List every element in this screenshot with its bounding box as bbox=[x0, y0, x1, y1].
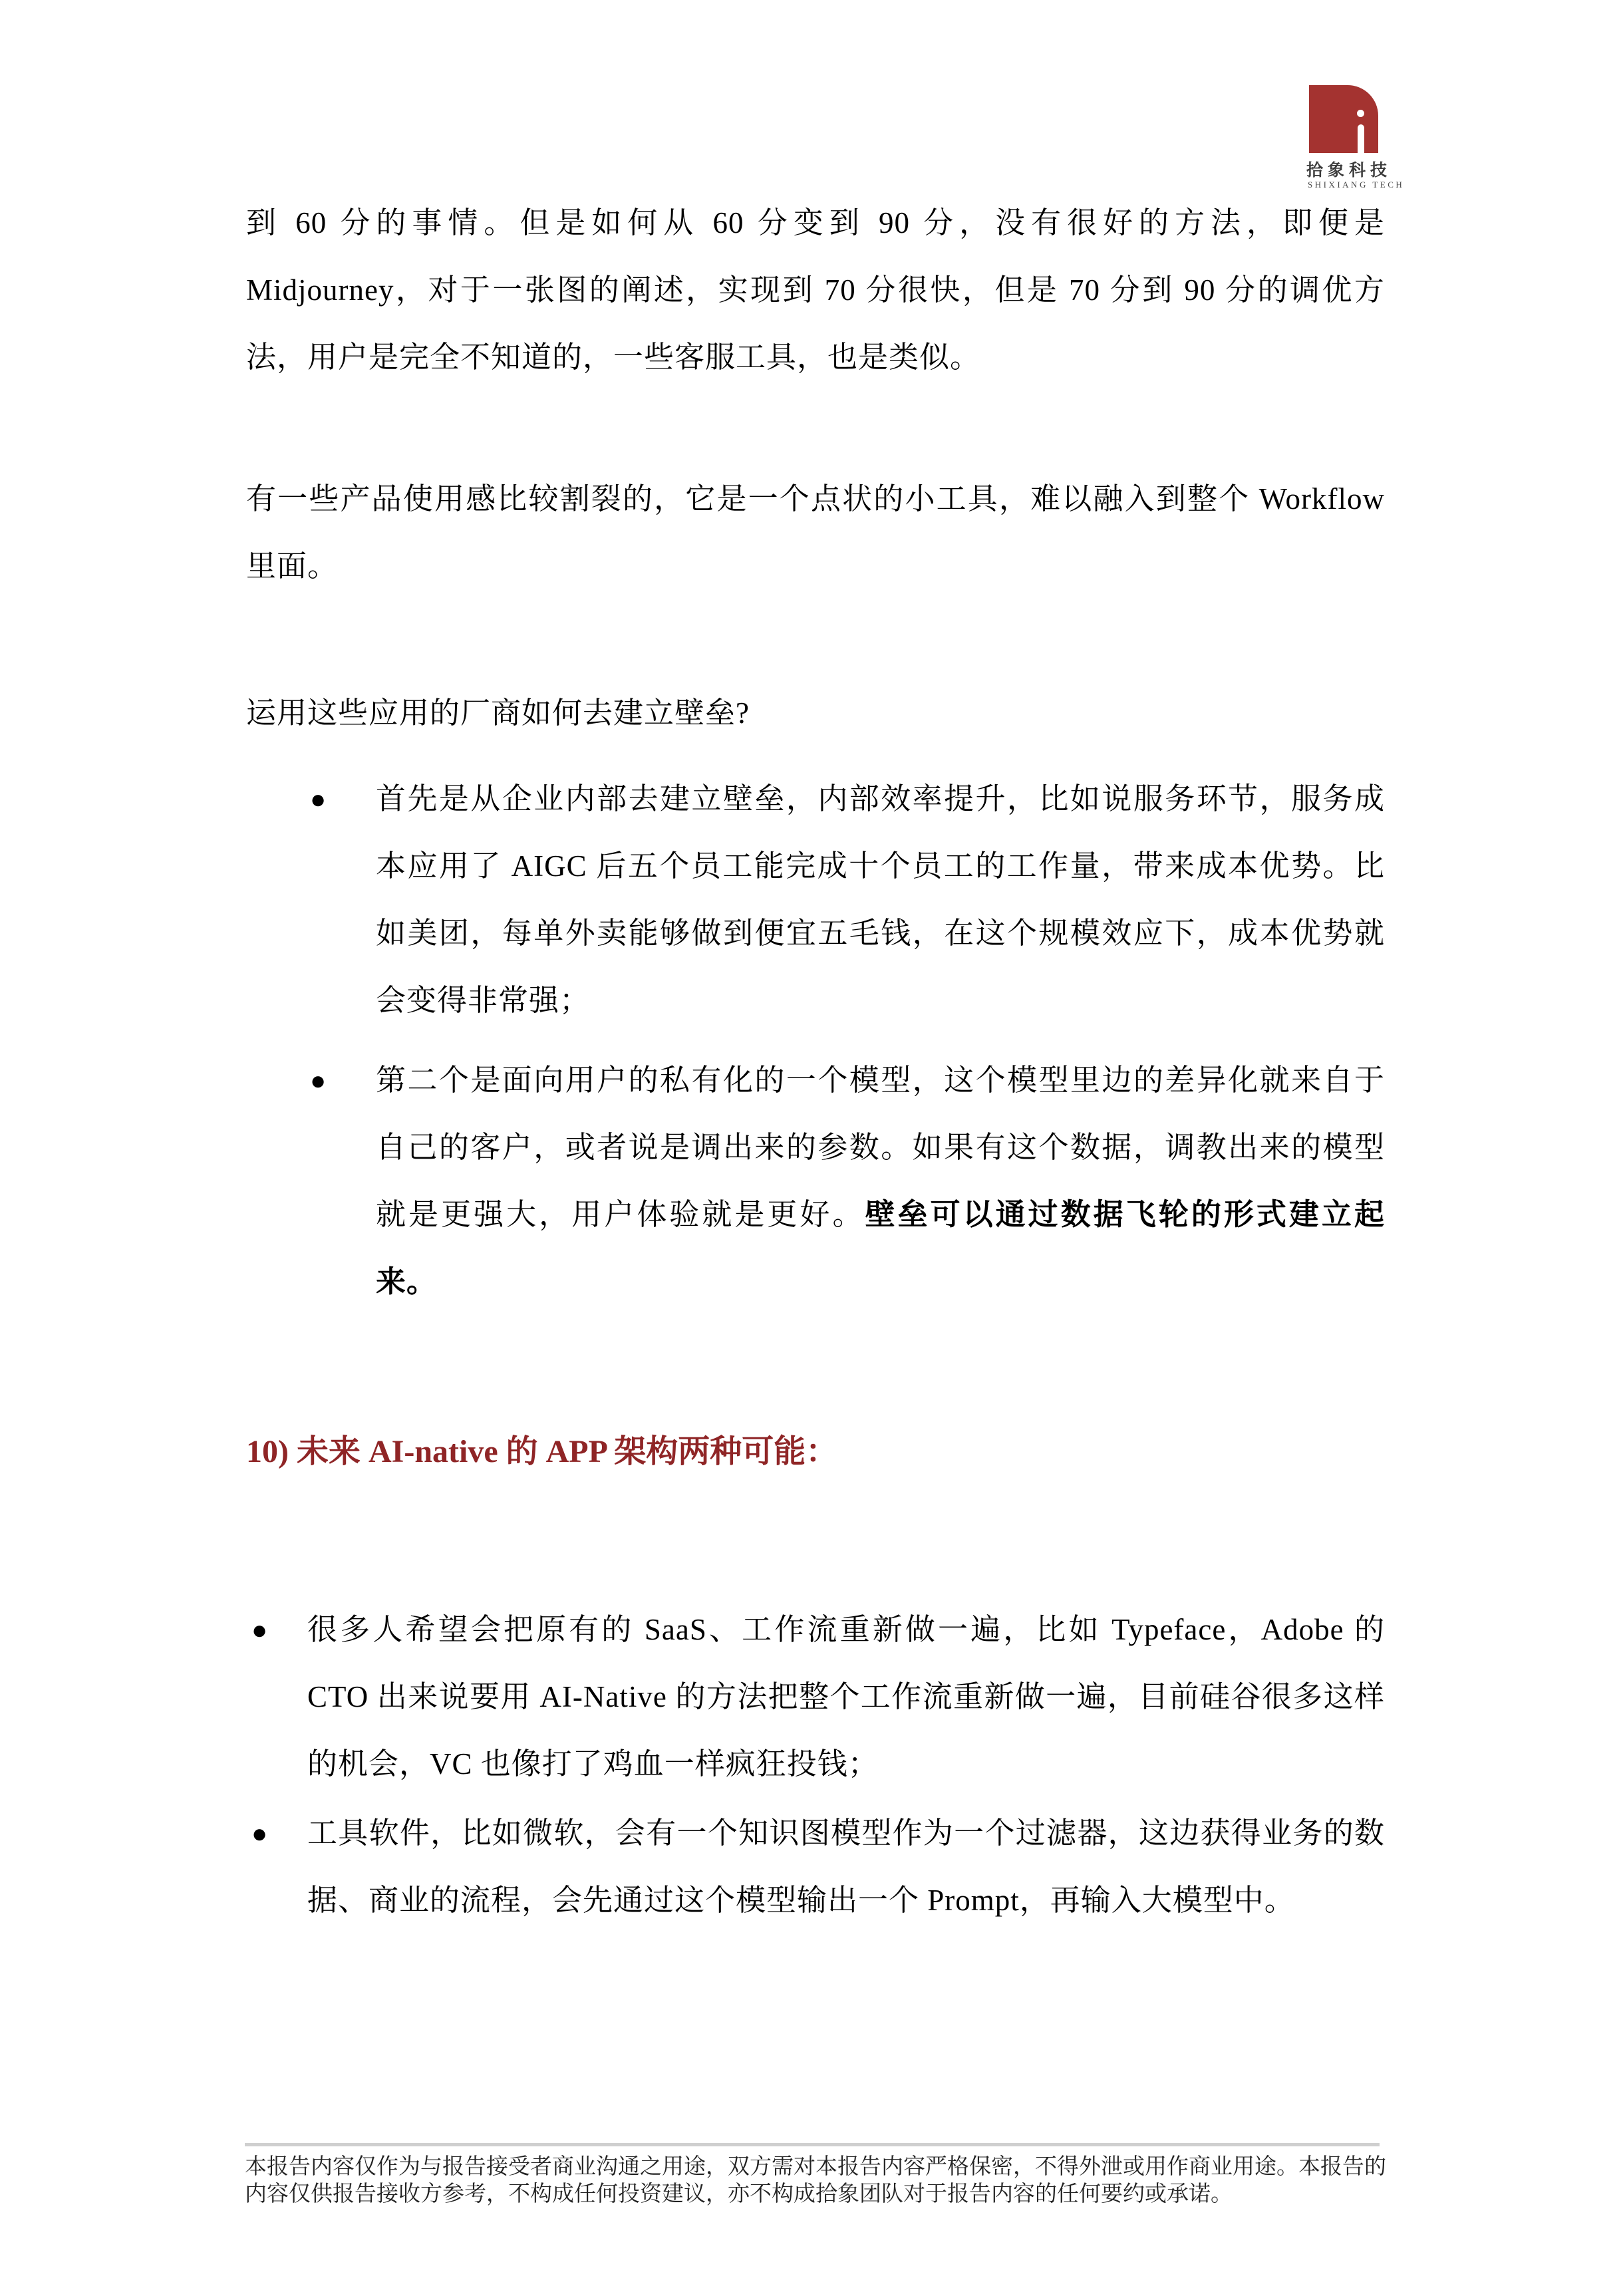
list-item bbox=[246, 766, 1385, 1034]
bullet-icon: ● bbox=[251, 1615, 268, 1645]
list-item-text-bold: 壁垒可以通过数据飞轮的形式建立起来。 bbox=[376, 1198, 1385, 1298]
logo-name-cn: 拾象科技 bbox=[1306, 162, 1392, 180]
list-item bbox=[246, 1047, 1385, 1316]
list-item-text: 工具软件，比如微软，会有一个知识图模型作为一个过滤器，这边获得业务的数据、商业的流程，会先通过这个模型输出一个 Prompt，再输入大模型中。 bbox=[307, 1816, 1385, 1917]
bullet-icon: ● bbox=[310, 1066, 327, 1095]
logo-eye-dot bbox=[1357, 110, 1364, 117]
list-item bbox=[246, 1596, 1385, 1798]
footer-divider bbox=[245, 2143, 1380, 2146]
list-item-text: 首先是从企业内部去建立壁垒，内部效率提升，比如说服务环节，服务成本应用了 AIGC 后五个员工能完成十个员工的工作量，带来成本优势。比如美团，每单外卖能够做到便宜五毛钱，在这个规模效应下，成本优势就会变得非常强； bbox=[376, 782, 1385, 1017]
disclaimer-footer: 本报告内容仅作为与报告接受者商业沟通之用途，双方需对本报告内容严格保密，不得外泄或用作商业用途。本报告的内容仅供报告接收方参考，不构成任何投资建议，亦不构成拾象团队对于报告内容的任何要约或承诺。 bbox=[245, 2155, 1386, 2206]
list-item-text: 很多人希望会把原有的 SaaS、工作流重新做一遍，比如 Typeface，Adobe 的 CTO 出来说要用 AI-Native 的方法把整个工作流重新做一遍，目前硅谷很多这样的机会，VC 也像打了鸡血一样疯狂投钱； bbox=[307, 1613, 1385, 1781]
paragraph-question: 运用这些应用的厂商如何去建立壁垒? bbox=[246, 696, 750, 730]
elephant-logo-icon bbox=[1309, 85, 1378, 153]
paragraph-1: 到 60 分的事情。但是如何从 60 分变到 90 分，没有很好的方法，即便是 Midjourney，对于一张图的阐述，实现到 70 分很快，但是 70 分到 90 分的调优方法，用户是完全不知道的，一些客服工具，也是类似。 bbox=[246, 206, 1385, 374]
logo-trunk-slit bbox=[1358, 124, 1364, 153]
logo-name-en: SHIXIANG TECH bbox=[1308, 180, 1405, 190]
bullet-icon: ● bbox=[310, 784, 327, 814]
list-item-text-normal: 第二个是面向用户的私有化的一个模型，这个模型里边的差异化就来自于自己的客户，或者说是调出来的参数。如果有这个数据，调教出来的模型就是更强大，用户体验就是更好。 bbox=[376, 1064, 1385, 1231]
list-item bbox=[246, 1800, 1385, 1934]
bullet-icon: ● bbox=[251, 1818, 268, 1848]
paragraph-2: 有一些产品使用感比较割裂的，它是一个点状的小工具，难以融入到整个 Workflow 里面。 bbox=[246, 482, 1385, 583]
section-heading: 10) 未来 AI-native 的 APP 架构两种可能： bbox=[246, 1434, 838, 1469]
list-item-text bbox=[376, 1047, 1385, 1316]
